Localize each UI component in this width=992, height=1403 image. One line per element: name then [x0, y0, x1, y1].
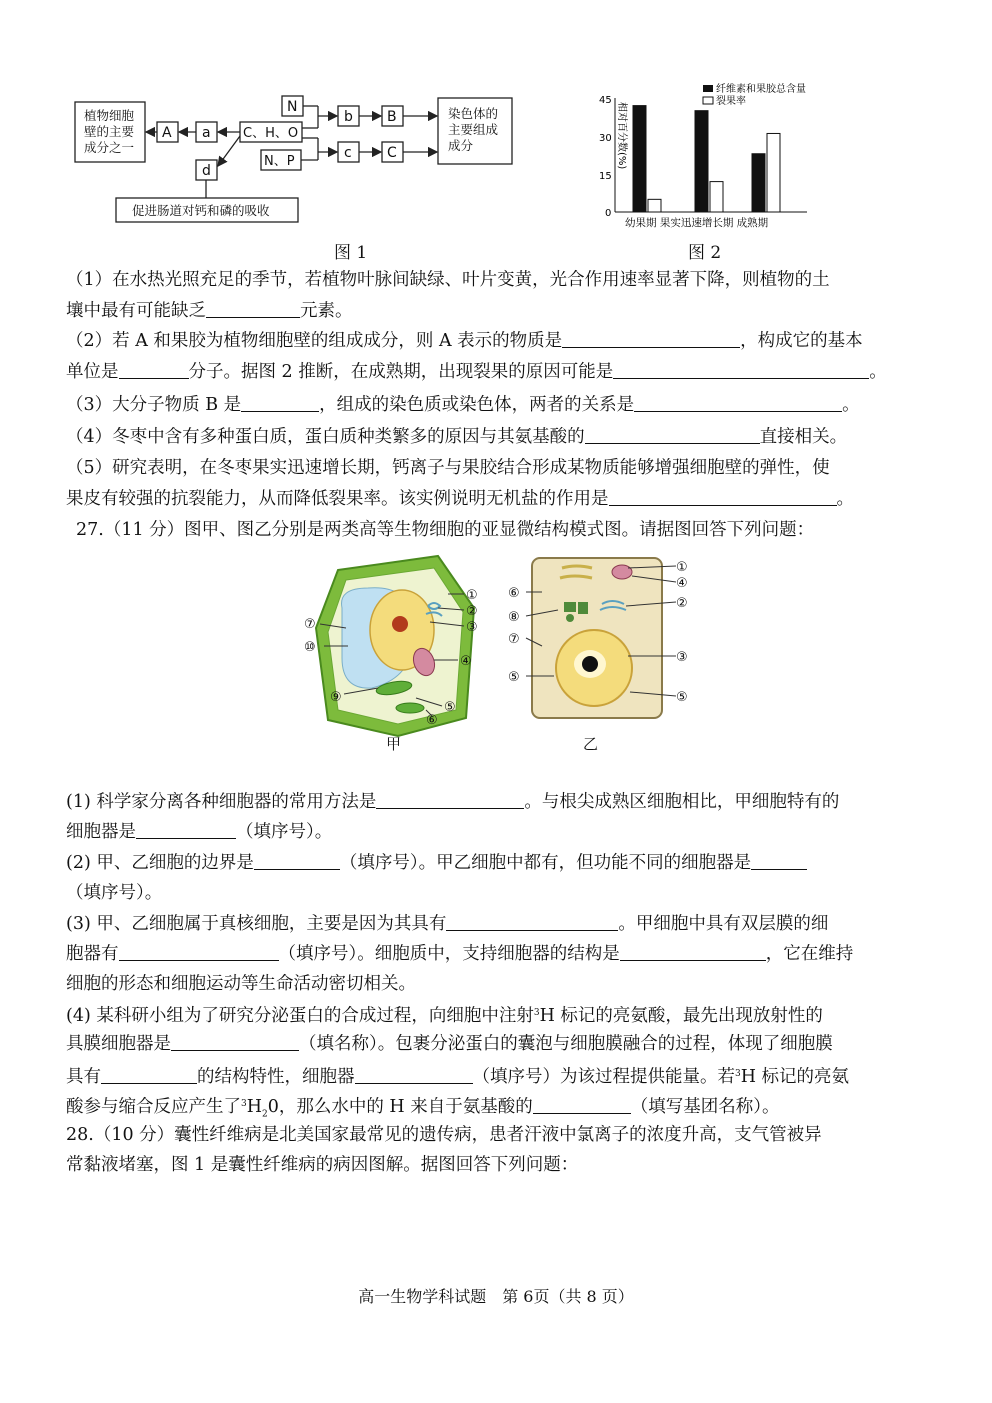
- answer-blank[interactable]: [101, 1065, 197, 1084]
- answer-blank[interactable]: [206, 299, 300, 318]
- figure2-caption: 图 2: [688, 243, 722, 263]
- node-A: A: [162, 125, 172, 141]
- q26-text: 分子。据图 2 推断，在成熟期，出现裂果的原因可能是: [188, 362, 614, 382]
- q27-text: （填序号）为该过程提供能量。若: [472, 1067, 735, 1087]
- answer-blank[interactable]: [533, 1095, 631, 1114]
- node-CHO: C、H、O: [243, 126, 299, 141]
- answer-blank[interactable]: [254, 851, 340, 870]
- q27-text: 胞器有: [66, 944, 119, 964]
- plant-label-3: ③: [466, 620, 478, 635]
- legend-swatch-fiber: [703, 85, 713, 92]
- q27-line-1: [66, 790, 928, 814]
- page-footer: 高一生物学科试题 第 6页（共 8 页）: [358, 1287, 634, 1306]
- answer-blank[interactable]: [613, 360, 869, 379]
- q26-text: 直接相关。: [759, 427, 848, 447]
- animal-label-5-left: ⑤: [508, 670, 520, 685]
- q28-line-2: 常黏液堵塞，图 1 是囊性纤维病的病因图解。据图回答下列问题：: [66, 1155, 579, 1175]
- ytick-15: 15: [599, 171, 612, 182]
- q27-line-3: [66, 851, 928, 875]
- q27-text: （填序号）。甲乙细胞中都有，但功能不同的细胞器是: [339, 853, 752, 873]
- q27-line-11: [66, 1092, 928, 1127]
- answer-blank[interactable]: [634, 393, 842, 412]
- q27-line-6: [66, 942, 928, 966]
- q26-text: 果皮有较强的抗裂能力，从而降低裂果率。该实例说明无机盐的作用是: [66, 489, 609, 509]
- x-axis-categories: 幼果期 果实迅速增长期 成熟期: [625, 217, 769, 229]
- q27-text: 具膜细胞器是: [66, 1034, 171, 1054]
- q26-line-2: [66, 299, 928, 323]
- ytick-45: 45: [599, 95, 612, 106]
- answer-blank[interactable]: [119, 942, 279, 961]
- chromosome-box-line-1: 染色体的: [448, 106, 499, 121]
- q27-text: 的结构特性，细胞器: [197, 1067, 355, 1087]
- q26-line-4: [66, 360, 928, 384]
- answer-blank[interactable]: [562, 329, 740, 348]
- node-B: B: [387, 109, 397, 125]
- q26-line-7: （5）研究表明，在冬枣果实迅速增长期，钙离子与果胶结合形成某物质能够增强细胞壁的弹性，使: [66, 458, 830, 478]
- node-N: N: [287, 99, 298, 115]
- wall-box-line-1: 植物细胞: [84, 108, 135, 123]
- wall-box-line-2: 壁的主要: [84, 124, 135, 139]
- animal-label-1: ①: [676, 560, 688, 575]
- q26-text: ，构成它的基本: [740, 331, 863, 351]
- q27-text: (4) 某科研小组为了研究分泌蛋白的合成过程，向细胞中注射: [66, 1006, 534, 1026]
- q27-line-4: （填序号）。: [66, 883, 163, 903]
- answer-blank[interactable]: [609, 487, 837, 506]
- q27-text: 酸参与缩合反应产生了: [66, 1097, 241, 1117]
- q26-line-6: [66, 425, 928, 449]
- bar-fiber-幼果期: [633, 106, 646, 212]
- animal-label-3: ③: [676, 650, 688, 665]
- q27-text: 。甲细胞中具有双层膜的细: [618, 914, 829, 934]
- chromosome-box-line-2: 主要组成: [448, 122, 499, 137]
- plant-label-1: ①: [466, 588, 478, 603]
- q27-line-2: [66, 820, 928, 844]
- bar-fiber-果实迅速增长期: [695, 111, 708, 212]
- q27-title: 27.（11 分）图甲、图乙分别是两类高等生物细胞的亚显微结构模式图。请据图回答下列问题：: [76, 520, 815, 540]
- plant-label-9: ⑨: [330, 690, 342, 705]
- q26-text: （3）大分子物质 B 是: [66, 395, 242, 415]
- q27-line-8: [66, 1001, 928, 1028]
- q27-text: 细胞器是: [66, 822, 136, 842]
- q27-text: 具有: [66, 1067, 101, 1087]
- q28-line-1: 28.（10 分）囊性纤维病是北美国家最常见的遗传病，患者汗液中氯离子的浓度升高，支气管被异: [66, 1125, 822, 1145]
- plant-label-10: ⑩: [304, 640, 316, 655]
- figure1-flow-diagram: [60, 88, 530, 228]
- q26-line-1: （1）在水热光照充足的季节，若植物叶脉间缺绿、叶片变黄，光合作用速率显著下降，则植物的土: [66, 270, 830, 290]
- legend-fiber: 纤维素和果胶总含量: [716, 84, 806, 95]
- legend-swatch-crack: [703, 97, 713, 104]
- q27-superscript: 3: [735, 1069, 741, 1079]
- cell-jia-label: 甲: [386, 735, 402, 753]
- node-b: b: [344, 109, 353, 125]
- q26-text: 。: [869, 362, 887, 382]
- figure2-bar-chart: [585, 80, 845, 232]
- chromosome-box-line-3: 成分: [448, 138, 474, 153]
- q27-line-9: [66, 1032, 928, 1056]
- cell-yi-label: 乙: [583, 735, 599, 753]
- q27-text: （填名称）。包裹分泌蛋白的囊泡与细胞膜融合的过程，体现了细胞膜: [299, 1034, 833, 1054]
- q26-text: （2）若 A 和果胶为植物细胞壁的组成成分，则 A 表示的物质是: [66, 331, 563, 351]
- q26-text: 。: [836, 489, 854, 509]
- q26-text: ，组成的染色质或染色体，两者的关系是: [319, 395, 635, 415]
- q27-text: （填写基团名称）。: [630, 1097, 780, 1117]
- wall-box-line-3: 成分之一: [84, 140, 135, 155]
- q26-line-5: [66, 393, 928, 417]
- q26-text: （4）冬枣中含有多种蛋白质，蛋白质种类繁多的原因与其氨基酸的: [66, 427, 585, 447]
- plant-label-7: ⑦: [304, 617, 316, 632]
- q26-text: 元素。: [300, 301, 353, 321]
- node-a: a: [202, 125, 211, 141]
- animal-label-5-right: ⑤: [676, 690, 688, 705]
- q27-text: H 标记的亮氨酸，最先出现放射性的: [539, 1006, 823, 1026]
- answer-blank[interactable]: [171, 1032, 299, 1051]
- node-d: d: [202, 163, 211, 179]
- absorb-box-text: 促进肠道对钙和磷的吸收: [132, 203, 270, 218]
- q27-text: H: [246, 1097, 262, 1117]
- q27-superscript: 3: [533, 1008, 540, 1018]
- bar-crack-成熟期: [767, 133, 780, 212]
- y-axis-label: 相对百分数(%): [616, 102, 627, 170]
- q27-text: （填序号）。细胞质中，支持细胞器的结构是: [278, 944, 620, 964]
- animal-label-7: ⑦: [508, 632, 520, 647]
- animal-cell-diagram: [502, 552, 702, 728]
- answer-blank[interactable]: [136, 820, 236, 839]
- answer-blank[interactable]: [376, 790, 524, 809]
- animal-label-6: ⑥: [508, 586, 520, 601]
- q27-line-5: [66, 912, 928, 936]
- ytick-30: 30: [599, 133, 612, 144]
- q27-subscript: 2: [262, 1109, 268, 1120]
- bar-fiber-成熟期: [752, 154, 765, 212]
- q26-text: 壤中最有可能缺乏: [66, 301, 206, 321]
- answer-blank[interactable]: [446, 912, 618, 931]
- q27-line-10: [66, 1062, 928, 1089]
- plant-label-2: ②: [466, 604, 478, 619]
- q27-text: (2) 甲、乙细胞的边界是: [66, 853, 254, 873]
- answer-blank[interactable]: [585, 425, 760, 444]
- answer-blank[interactable]: [119, 360, 189, 379]
- figure1-caption: 图 1: [334, 243, 368, 263]
- answer-blank[interactable]: [620, 942, 766, 961]
- q27-line-7: 细胞的形态和细胞运动等生命活动密切相关。: [66, 974, 416, 994]
- node-c: c: [344, 145, 352, 161]
- q27-superscript: 3: [241, 1099, 247, 1109]
- answer-blank[interactable]: [751, 851, 807, 870]
- q27-text: (3) 甲、乙细胞属于真核细胞，主要是因为其具有: [66, 914, 447, 934]
- plant-label-5: ⑤: [444, 700, 456, 715]
- answer-blank[interactable]: [355, 1065, 473, 1084]
- q27-text: 0，那么水中的 H 来自于氨基酸的: [267, 1097, 533, 1117]
- ytick-0: 0: [605, 208, 612, 219]
- plant-cell-diagram: [298, 548, 488, 758]
- plant-label-4: ④: [460, 654, 472, 669]
- q27-text: 。与根尖成熟区细胞相比，甲细胞特有的: [524, 792, 840, 812]
- animal-label-2: ②: [676, 596, 688, 611]
- animal-label-8: ⑧: [508, 610, 520, 625]
- q27-text: (1) 科学家分离各种细胞器的常用方法是: [66, 792, 377, 812]
- animal-label-4: ④: [676, 576, 688, 591]
- node-NP: N、P: [264, 154, 295, 169]
- bar-crack-幼果期: [648, 199, 661, 212]
- q27-text: ，它在维持: [765, 944, 854, 964]
- q26-text: 单位是: [66, 362, 119, 382]
- bar-crack-果实迅速增长期: [710, 182, 723, 212]
- q26-text: 。: [842, 395, 860, 415]
- node-C: C: [387, 145, 397, 161]
- plant-label-6: ⑥: [426, 713, 438, 728]
- q26-line-3: [66, 329, 928, 353]
- answer-blank[interactable]: [241, 393, 319, 412]
- q27-text: （填序号）。: [236, 822, 333, 842]
- q26-line-8: [66, 487, 928, 511]
- q27-text: H 标记的亮氨: [740, 1067, 850, 1087]
- legend-crack: 裂果率: [716, 96, 746, 107]
